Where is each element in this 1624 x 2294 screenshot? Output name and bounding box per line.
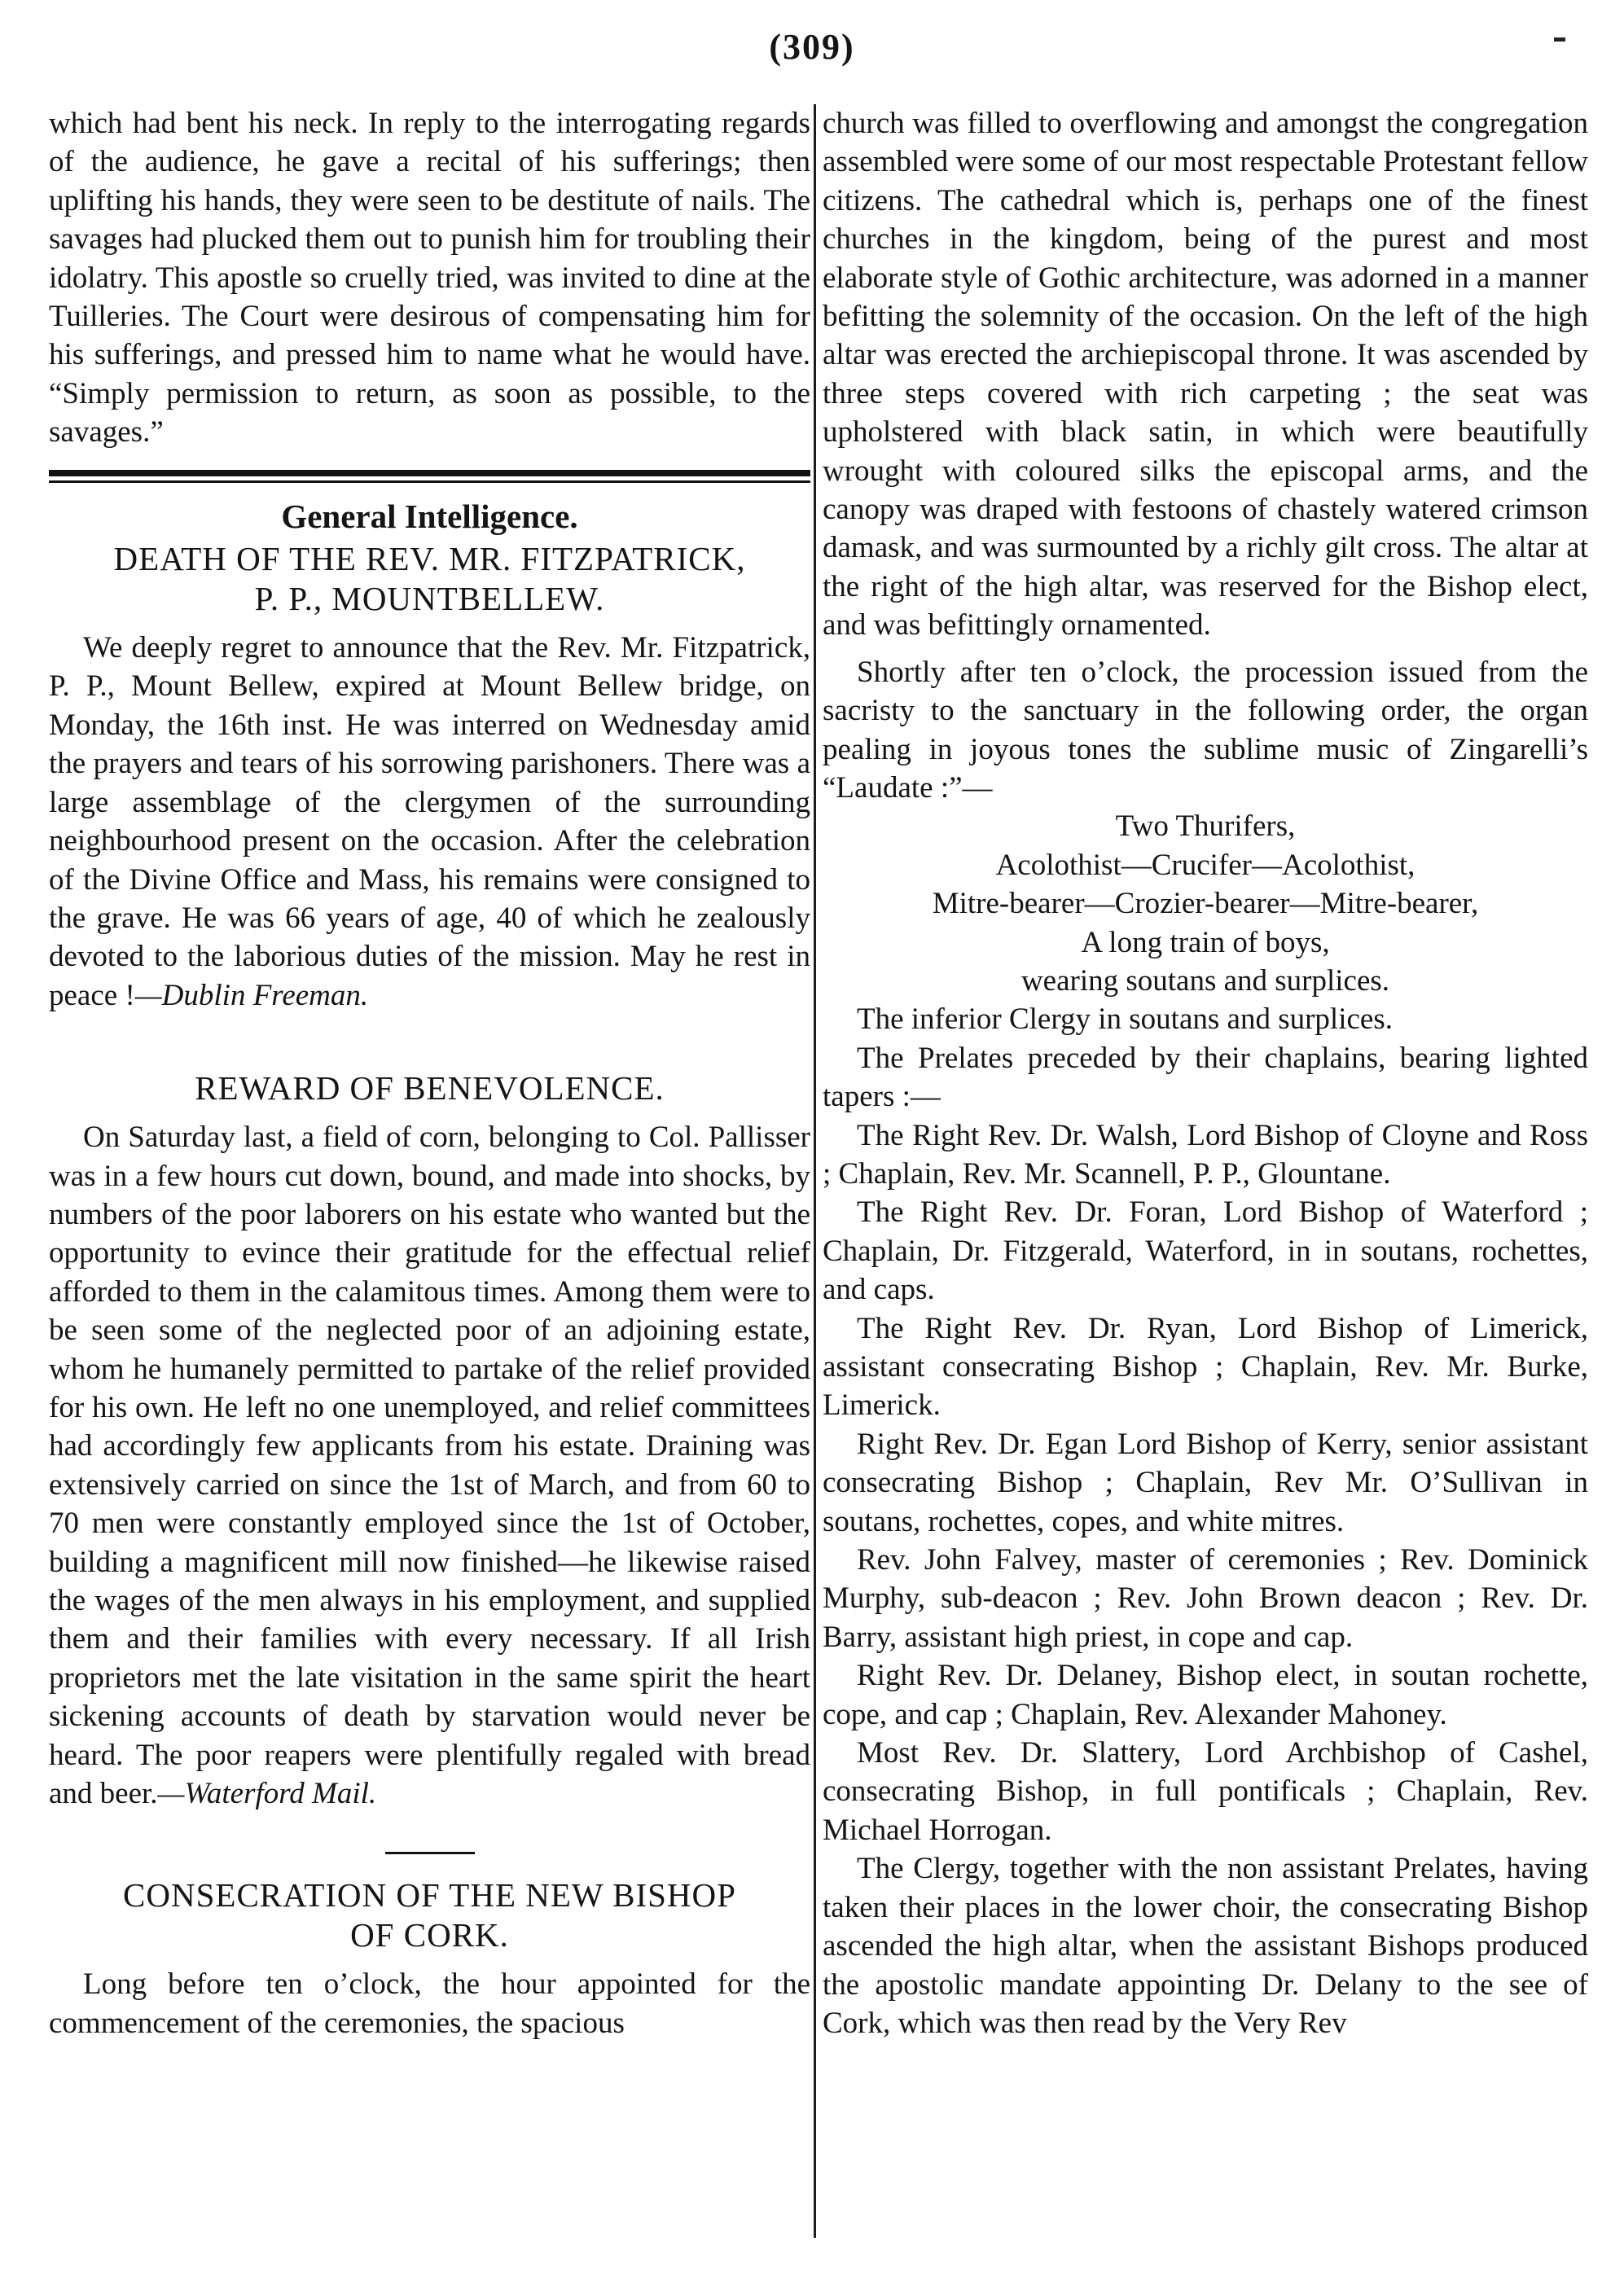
headline-line-1: CONSECRATION OF THE NEW BISHOP <box>123 1876 736 1915</box>
left-column <box>49 104 810 2042</box>
article-divider <box>385 1852 475 1854</box>
headline-line-2: OF CORK. <box>350 1916 509 1954</box>
paragraph-procession: Shortly after ten o’clock, the procession issued from the sacristy to the sanctuary in the following order, the organ pealing in joyous tones the sublime music of Zingarelli’s “Laudate :”— <box>823 655 1588 805</box>
column-divider <box>814 104 816 2238</box>
paragraph-slattery: Most Rev. Dr. Slattery, Lord Archbishop of Cashel, consecrating Bishop, in full pontificals ; Chaplain, Rev. Michael Horrogan. <box>823 1736 1588 1847</box>
paragraph-prelates: The Prelates preceded by their chaplains, bearing lighted tapers :— <box>823 1041 1588 1114</box>
article-headline-consecration <box>49 1875 810 1955</box>
paragraph-egan: Right Rev. Dr. Egan Lord Bishop of Kerry, senior assistant consecrating Bishop ; Chaplain, Rev Mr. O’Sullivan in soutans, rochettes, copes, and white mitres. <box>823 1427 1588 1538</box>
section-title: General Intelligence. <box>281 497 578 535</box>
procession-line-1: Two Thurifers, <box>1115 809 1296 844</box>
paragraph-cathedral: church was filled to overflowing and amongst the congregation assembled were some of our most respectable Protestant fellow citizens. The cathedral which is, perhaps one of the finest churches in the kingdom, being of the purest and most elaborate style of Gothic architecture, was adorned in a manner befitting the solemnity of the occasion. On the left of the high altar was erected the archiepiscopal throne. It was ascended by three steps covered with rich carpeting ; the seat was upholstered with black satin, in which were beautifully wrought with coloured silks the episcopal arms, and the canopy was draped with festoons of chastely watered crimson damask, and was surmounted by a richly gilt cross. The altar at the right of the high altar, was reserved for the Bishop elect, and was befittingly ornamented. <box>823 107 1588 643</box>
article-byline: —Waterford Mail. <box>157 1777 377 1811</box>
article-body-benevolence <box>49 1118 810 1813</box>
right-column <box>823 104 1588 2042</box>
paragraph-falvey: Rev. John Falvey, master of ceremonies ; Rev. Dominick Murphy, sub-deacon ; Rev. John Brown deacon ; Rev. Dr. Barry, assistant high priest, in cope and cap. <box>823 1543 1588 1654</box>
section-rule-thin <box>49 480 810 483</box>
paragraph-foran: The Right Rev. Dr. Foran, Lord Bishop of Waterford ; Chaplain, Dr. Fitzgerald, Waterford, in in soutans, rochettes, and caps. <box>823 1195 1588 1307</box>
headline-line-2: P. P., MOUNTBELLEW. <box>254 580 605 618</box>
article-body-consecration: Long before ten o’clock, the hour appointed for the commencement of the ceremonies, the spacious <box>49 1967 810 2040</box>
article-text: We deeply regret to announce that the Rev. Mr. Fitzpatrick, P. P., Mount Bellew, expired at Mount Bellew bridge, on Monday, the 16th inst. He was interred on Wednesday amid the prayers and tears of his sorrowing parishoners. There was a large assemblage of the clergymen of the surrounding neighbourhood present on the occasion. After the celebration of the Divine Office and Mass, his remains were consigned to the grave. He was 66 years of age, 40 of which he zealously devoted to the laborious duties of the mission. May he rest in peace ! <box>49 631 810 1012</box>
procession-line-5: wearing soutans and surplices. <box>1020 963 1390 998</box>
page-number: (309) <box>769 27 855 67</box>
procession-line-4: A long train of boys, <box>1081 925 1330 959</box>
continued-paragraph: which had bent his neck. In reply to the interrogating regards of the audience, he gave a recital of his sufferings; then uplifting his hands, they were seen to be destitute of nails. The savages had plucked them out to punish him for troubling their idolatry. This apostle so cruelly tried, was invited to dine at the Tuilleries. The Court were desirous of compensating him for his sufferings, and pressed him to name what he would have. “Simply permission to return, as soon as possible, to the savages.” <box>49 107 810 450</box>
paragraph-clergy: The Clergy, together with the non assistant Prelates, having taken their places in the lower choir, the consecrating Bishop ascended the high altar, when the assistant Bishops produced the apostolic mandate appointing Dr. Delany to the see of Cork, which was then read by the Very Rev <box>823 1852 1588 2040</box>
paragraph-delaney: Right Rev. Dr. Delaney, Bishop elect, in soutan rochette, cope, and cap ; Chaplain, Rev. Alexander Mahoney. <box>823 1659 1588 1731</box>
procession-line-2: Acolothist—Crucifer—Acolothist, <box>995 848 1416 882</box>
article-byline: —Dublin Freeman. <box>134 978 369 1012</box>
procession-line-3: Mitre-bearer—Crozier-bearer—Mitre-bearer, <box>932 887 1479 921</box>
paragraph-inferior-clergy: The inferior Clergy in soutans and surplices. <box>857 1002 1393 1037</box>
headline-line-1: DEATH OF THE REV. MR. FITZPATRICK, <box>113 540 746 578</box>
article-headline-fitzpatrick <box>49 539 810 619</box>
paragraph-walsh: The Right Rev. Dr. Walsh, Lord Bishop of Cloyne and Ross ; Chaplain, Rev. Mr. Scannell, P. P., Glountane. <box>823 1118 1588 1191</box>
section-rule-thick <box>49 470 810 476</box>
spacer <box>823 645 1588 653</box>
article-body-fitzpatrick <box>49 629 810 1015</box>
article-text: On Saturday last, a field of corn, belonging to Col. Pallisser was in a few hours cut down, bound, and made into shocks, by numbers of the poor laborers on his estate who wanted but the opportunity to evince their gratitude for the effectual relief afforded to them in the calamitous times. Among them were to be seen some of the neglected poor of an adjoining estate, whom he humanely permitted to partake of the relief provided for his own. He left no one unemployed, and relief committees had accordingly few applicants from his estate. Draining was extensively carried on since the 1st of March, and from 60 to 70 men were constantly employed since the 1st of October, building a magnificent mill now finished—he likewise raised the wages of the men always in his employment, and supplied them and their families with every necessary. If all Irish proprietors met the late visitation in the same spirit the heart sickening accounts of death by starvation would never be heard. The poor reapers were plentifully regaled with bread and beer. <box>49 1121 810 1811</box>
spacer <box>49 1015 810 1065</box>
article-headline-benevolence: REWARD OF BENEVOLENCE. <box>195 1069 665 1108</box>
paragraph-ryan: The Right Rev. Dr. Ryan, Lord Bishop of Limerick, assistant consecrating Bishop ; Chaplain, Rev. Mr. Burke, Limerick. <box>823 1311 1588 1423</box>
margin-mark <box>1554 37 1565 42</box>
